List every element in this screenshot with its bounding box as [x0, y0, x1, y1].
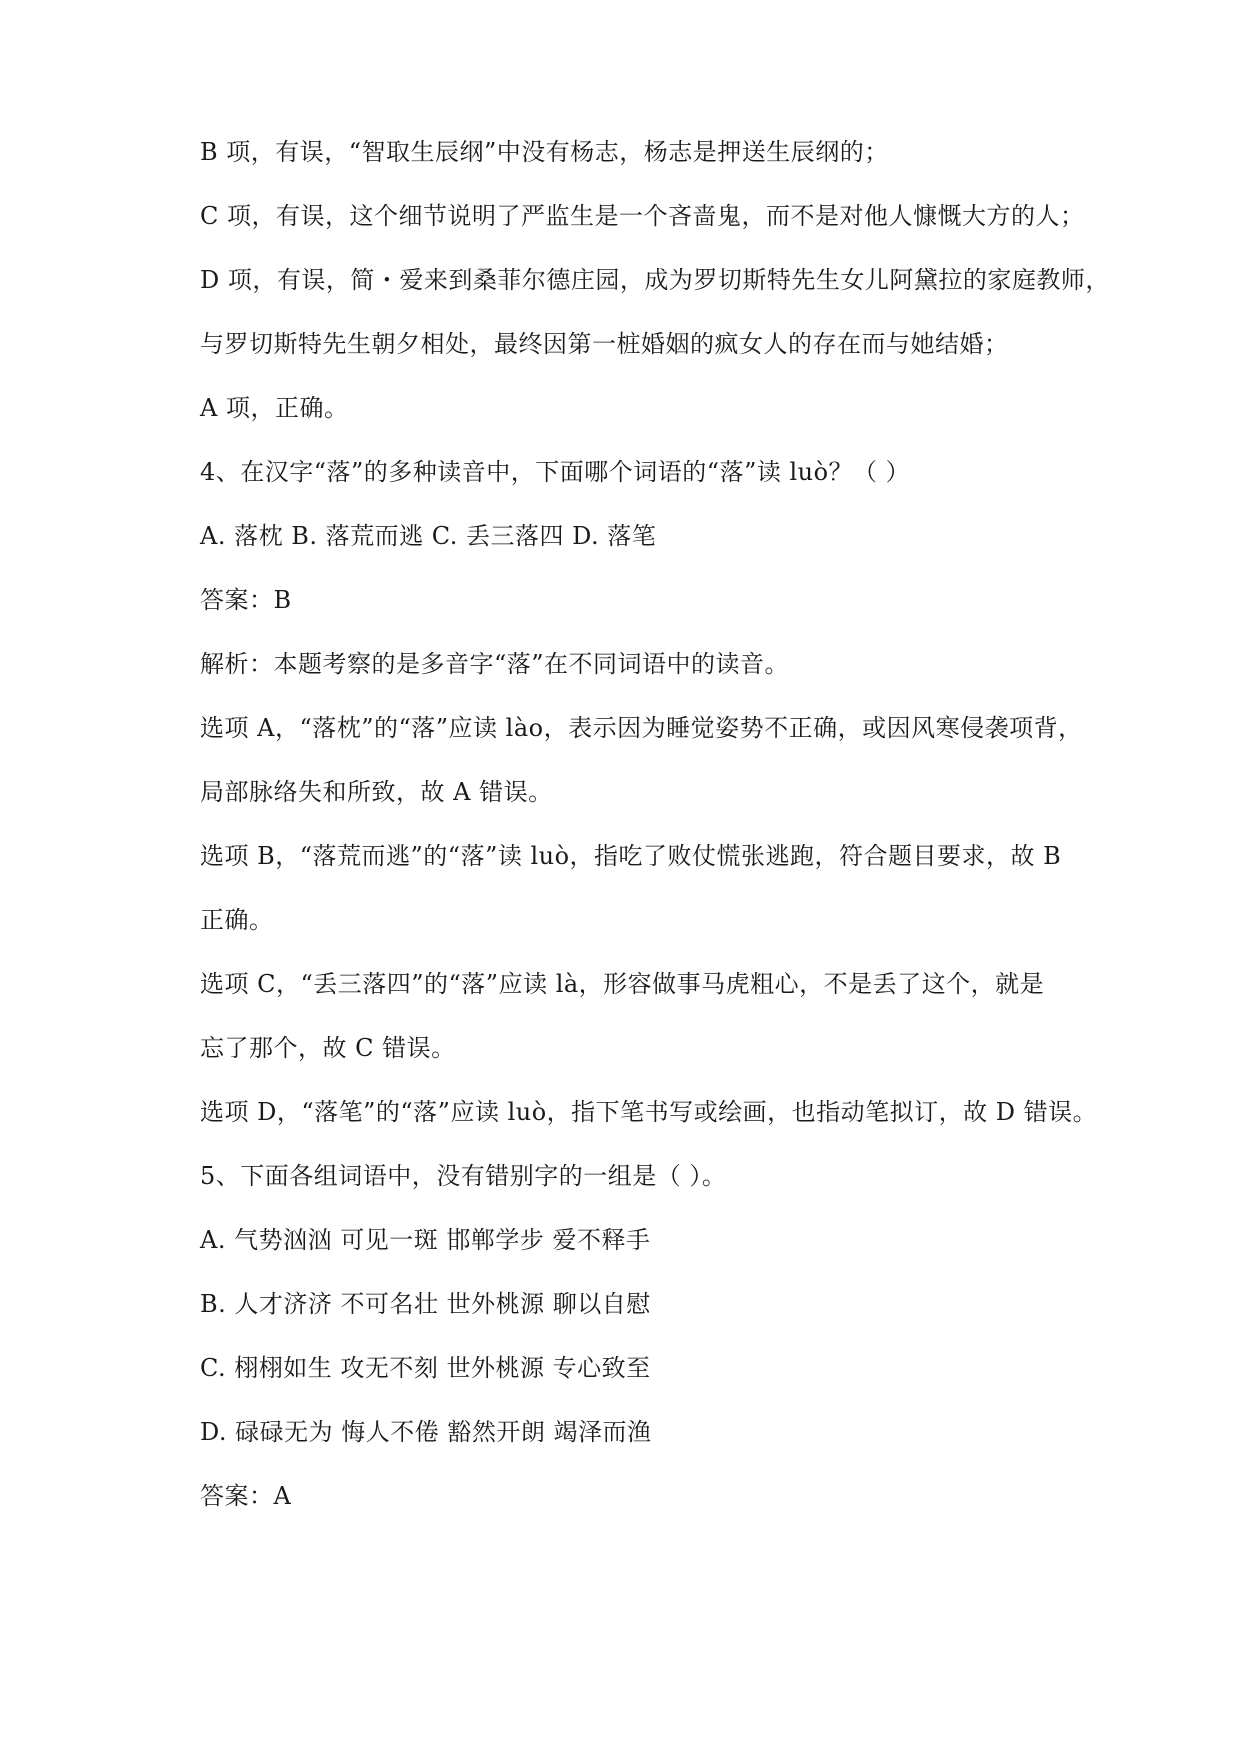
text-line: 正确。 [200, 906, 274, 934]
text-line: 选项 A，“落枕”的“落”应读 lào，表示因为睡觉姿势不正确，或因风寒侵袭项背， [200, 714, 1083, 742]
answer-5: 答案：A [200, 1482, 292, 1510]
question-5-option-b: B. 人才济济 不可名壮 世外桃源 聊以自慰 [200, 1290, 651, 1318]
text-line: 选项 B，“落荒而逃”的“落”读 luò，指吃了败仗慌张逃跑，符合题目要求，故 B [200, 842, 1062, 870]
text-line: 与罗切斯特先生朝夕相处，最终因第一桩婚姻的疯女人的存在而与她结婚； [200, 330, 1009, 358]
question-4: 4、在汉字“落”的多种读音中，下面哪个词语的“落”读 luò？（ ） [200, 458, 911, 486]
question-5-option-c: C. 栩栩如生 攻无不刻 世外桃源 专心致至 [200, 1354, 651, 1382]
text-line: D 项，有误，简・爱来到桑菲尔德庄园，成为罗切斯特先生女儿阿黛拉的家庭教师， [200, 266, 1110, 294]
question-4-options: A. 落枕 B. 落荒而逃 C. 丢三落四 D. 落笔 [200, 522, 657, 550]
question-5: 5、下面各组词语中，没有错别字的一组是（ ）。 [200, 1162, 727, 1190]
answer-4: 答案：B [200, 586, 292, 614]
text-line: 选项 D，“落笔”的“落”应读 luò，指下笔书写或绘画，也指动笔拟订，故 D 错误。 [200, 1098, 1098, 1126]
question-5-option-a: A. 气势汹汹 可见一斑 邯郸学步 爱不释手 [200, 1226, 651, 1254]
analysis-4: 解析：本题考察的是多音字“落”在不同词语中的读音。 [200, 650, 790, 678]
text-line: 局部脉络失和所致，故 A 错误。 [200, 778, 553, 806]
text-line: A 项，正确。 [200, 394, 349, 422]
question-5-option-d: D. 碌碌无为 悔人不倦 豁然开朗 竭泽而渔 [200, 1418, 652, 1446]
text-line: 忘了那个，故 C 错误。 [200, 1034, 456, 1062]
text-line: 选项 C，“丢三落四”的“落”应读 là，形容做事马虎粗心，不是丢了这个，就是 [200, 970, 1045, 998]
text-line: B 项，有误，“智取生辰纲”中没有杨志，杨志是押送生辰纲的； [200, 138, 889, 166]
text-line: C 项，有误，这个细节说明了严监生是一个吝啬鬼，而不是对他人慷慨大方的人； [200, 202, 1085, 230]
